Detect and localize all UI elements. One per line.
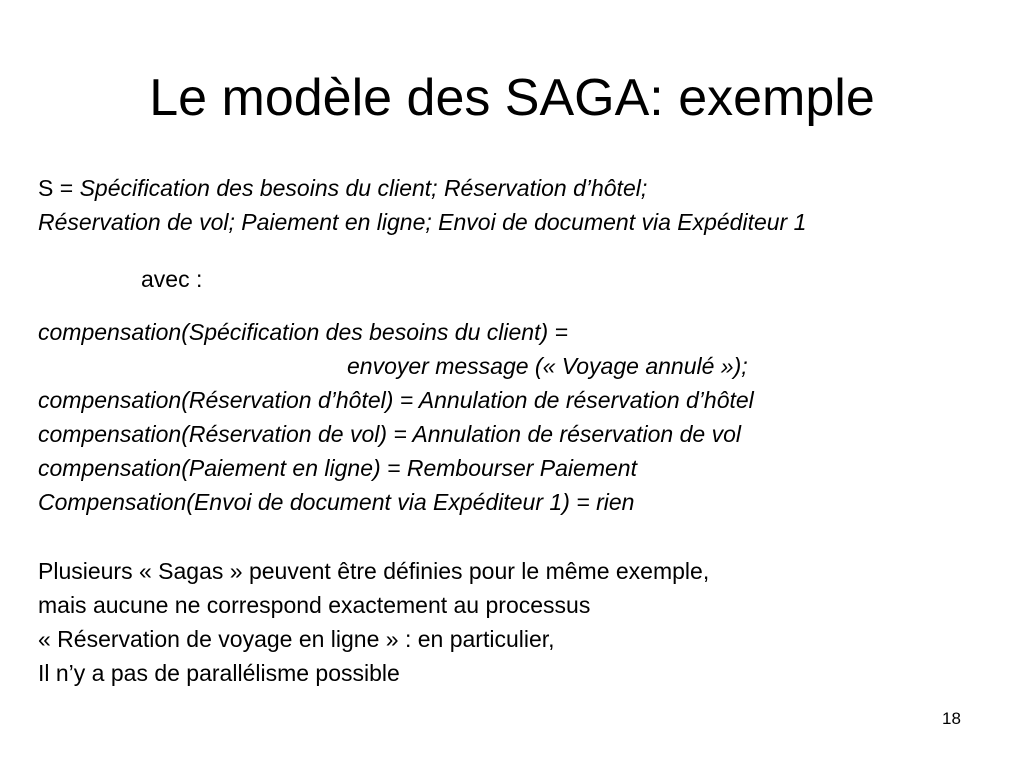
conclusion-line: Plusieurs « Sagas » peuvent être définies pour le même exemple,: [38, 558, 710, 584]
definition-line-2: Réservation de vol; Paiement en ligne; Envoi de document via Expéditeur 1: [38, 209, 807, 235]
compensation-line: compensation(Réservation de vol) = Annulation de réservation de vol: [38, 421, 741, 447]
conclusion-line: mais aucune ne correspond exactement au processus: [38, 592, 591, 618]
definition-prefix: S =: [38, 175, 80, 201]
conclusion-line: Il n’y a pas de parallélisme possible: [38, 660, 400, 686]
conclusion-line: « Réservation de voyage en ligne » : en particulier,: [38, 626, 555, 652]
compensation-line: compensation(Réservation d’hôtel) = Annulation de réservation d’hôtel: [38, 387, 754, 413]
compensation-line: compensation(Spécification des besoins du client) =: [38, 319, 568, 345]
page-number: 18: [942, 709, 961, 728]
avec-label: avec :: [141, 266, 203, 292]
definition-line-1: [38, 174, 647, 202]
compensation-line: Compensation(Envoi de document via Expéditeur 1) = rien: [38, 489, 635, 515]
compensation-line: compensation(Paiement en ligne) = Rembourser Paiement: [38, 455, 637, 481]
definition-sequence-part-1: Spécification des besoins du client; Réservation d’hôtel;: [79, 175, 648, 201]
slide-title: Le modèle des SAGA: exemple: [149, 69, 875, 127]
compensation-line: envoyer message (« Voyage annulé »);: [347, 353, 748, 379]
